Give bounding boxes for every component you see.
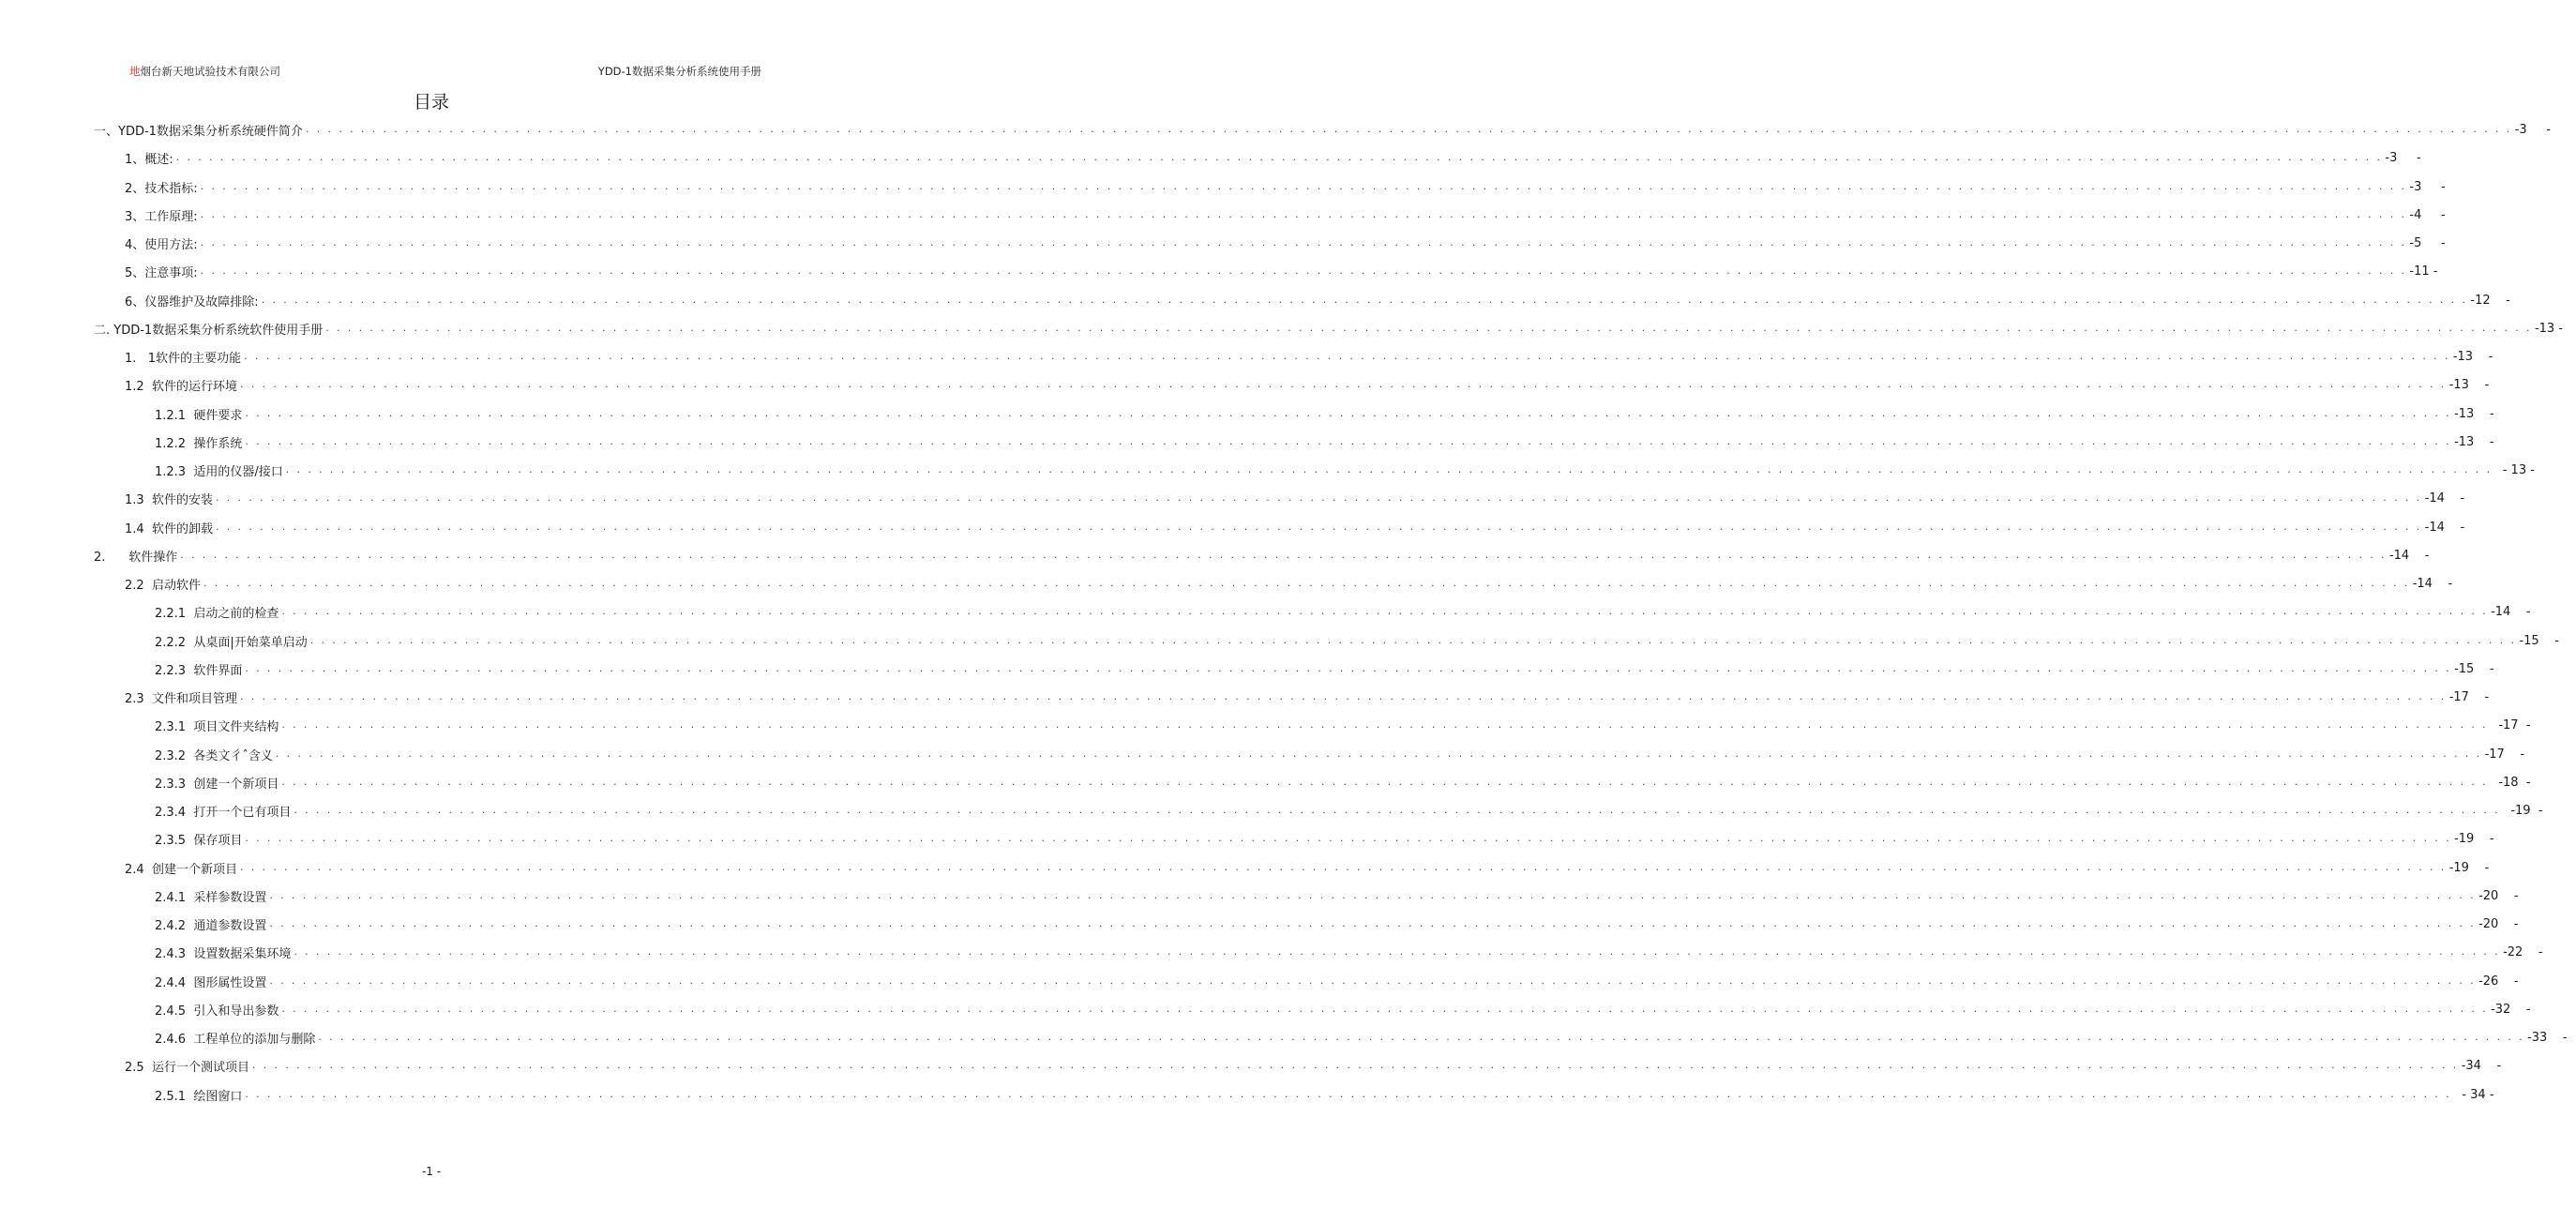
toc-entry[interactable] bbox=[155, 772, 2531, 793]
toc-leader-dots: . . . . . . . . . . . . . . . . . . . . . . . . . . . . . . . . . . . . . . . . . . . . . . . . . . . . . . . . . . . . . . . . . . . . . . . . . . . . . . . . . . . . . . . . . . . . . . . . . . . . . . . . . . . . . . . . . . . . . . . . . . . . . . . . . . . . . . . . . . . . . . . . . . . . . . . . . . . . . . . . . . . . . . . . . . . . . . . . . . . . . . . . . . . . . . . . . . . . . . . . bbox=[239, 861, 2447, 873]
toc-entry-page: -14 - bbox=[2412, 576, 2453, 591]
manual-header: YDD-1数据采集分析系统使用手册 bbox=[597, 65, 761, 78]
toc-entry-label: 2.4.2 通道参数设置 bbox=[155, 918, 267, 933]
toc-entry-page: - 34 - bbox=[2454, 1087, 2494, 1102]
toc-entry-page: -13 - bbox=[2454, 434, 2494, 449]
toc-entry-page: -14 - bbox=[2424, 491, 2465, 506]
toc-entry-page: -19 - bbox=[2448, 860, 2490, 875]
toc-entry-label: 2.3.4 打开一个已有项目 bbox=[155, 805, 292, 820]
toc-entry-page: -17 - bbox=[2448, 689, 2490, 704]
page-title: 目录 bbox=[413, 92, 449, 113]
toc-leader-dots: . . . . . . . . . . . . . . . . . . . . . . . . . . . . . . . . . . . . . . . . . . . . . . . . . . . . . . . . . . . . . . . . . . . . . . . . . . . . . . . . . . . . . . . . . . . . . . . . . . . . . . . . . . . . . . . . . . . . . . . . . . . . . . . . . . . . . . . . . . . . . . . . . . . . . . . . . . . . . . . . . . . . . . . . . . . . . . . . . . . . . . . . . . . . . . . . . . . . . . . . bbox=[245, 435, 2452, 447]
toc-entry[interactable] bbox=[125, 233, 2446, 253]
toc-leader-dots: . . . . . . . . . . . . . . . . . . . . . . . . . . . . . . . . . . . . . . . . . . . . . . . . . . . . . . . . . . . . . . . . . . . . . . . . . . . . . . . . . . . . . . . . . . . . . . . . . . . . . . . . . . . . . . . . . . . . . . . . . . . . . . . . . . . . . . . . . . . . . . . . . . . . . . . . . . . . . . . . . . . . . . . . . . . . . . . . . . . . . . . . . . . . . . . . . . . . . . . . bbox=[245, 662, 2452, 674]
toc-entry-label: 2.3.3 创建一个新项目 bbox=[155, 777, 279, 792]
toc-entry-page: -14 - bbox=[2388, 548, 2430, 563]
toc-entry-page: -19 - bbox=[2503, 803, 2543, 818]
toc-entry-label: 1.4 软件的卸载 bbox=[125, 521, 213, 536]
toc-entry-label: 5、注意事项: bbox=[125, 265, 198, 280]
toc-entry[interactable] bbox=[94, 119, 2551, 140]
toc-entry-label: 2.4.3 设置数据采集环境 bbox=[155, 946, 292, 961]
toc-entry-label: 1.2.3 适用的仪器/接口 bbox=[155, 464, 283, 479]
toc-entry-label: 2.4.5 引入和导出参数 bbox=[155, 1004, 279, 1019]
toc-entry-label: 二. YDD-1数据采集分析系统软件使用手册 bbox=[94, 323, 324, 338]
toc-leader-dots: . . . . . . . . . . . . . . . . . . . . . . . . . . . . . . . . . . . . . . . . . . . . . . . . . . . . . . . . . . . . . . . . . . . . . . . . . . . . . . . . . . . . . . . . . . . . . . . . . . . . . . . . . . . . . . . . . . . . . . . . . . . . . . . . . . . . . . . . . . . . . . . . . . . . . . . . . . . . . . . . . . . . . . . . . . . . . . . . . . . . . . . . . . . . . . . . . . . . . . . . bbox=[200, 236, 2407, 249]
toc-entry[interactable] bbox=[155, 431, 2494, 452]
toc-leader-dots: . . . . . . . . . . . . . . . . . . . . . . . . . . . . . . . . . . . . . . . . . . . . . . . . . . . . . . . . . . . . . . . . . . . . . . . . . . . . . . . . . . . . . . . . . . . . . . . . . . . . . . . . . . . . . . . . . . . . . . . . . . . . . . . . . . . . . . . . . . . . . . . . . . . . . . . . . . . . . . . . . . . . . . . . . . . . . . . . . . . . . . . . . . . . . . . . . . . . . . . . bbox=[269, 974, 2477, 987]
toc-entry-label: 4、使用方法: bbox=[125, 237, 198, 252]
toc-entry-page: -22 - bbox=[2503, 944, 2543, 959]
toc-entry-label: 2.4.1 采样参数设置 bbox=[155, 890, 267, 905]
toc-entry[interactable] bbox=[94, 318, 2563, 339]
toc-entry-page: -15 - bbox=[2519, 633, 2559, 648]
toc-leader-dots: . . . . . . . . . . . . . . . . . . . . . . . . . . . . . . . . . . . . . . . . . . . . . . . . . . . . . . . . . . . . . . . . . . . . . . . . . . . . . . . . . . . . . . . . . . . . . . . . . . . . . . . . . . . . . . . . . . . . . . . . . . . . . . . . . . . . . . . . . . . . . . . . . . . . . . . . . . . . . . . . . . . . . . . . . . . . . . . . . . . . . . . . . . . . . . . . . . . . . . . . bbox=[180, 549, 2387, 561]
toc-entry[interactable] bbox=[125, 204, 2446, 225]
toc-entry[interactable] bbox=[155, 1027, 2568, 1048]
toc-entry[interactable] bbox=[155, 999, 2531, 1019]
toc-leader-dots: . . . . . . . . . . . . . . . . . . . . . . . . . . . . . . . . . . . . . . . . . . . . . . . . . . . . . . . . . . . . . . . . . . . . . . . . . . . . . . . . . . . . . . . . . . . . . . . . . . . . . . . . . . . . . . . . . . . . . . . . . . . . . . . . . . . . . . . . . . . . . . . . . . . . . . . . . . . . . . . . . . . . . . . . . . . . . . . . . . . . . . . . . . . . . . . . . . . . . . . . bbox=[281, 718, 2489, 731]
toc-entry[interactable] bbox=[155, 885, 2519, 906]
toc-entry-page: -5 - bbox=[2409, 235, 2446, 250]
toc-entry-label: 2.3.2 各类文彳ˆ含义 bbox=[155, 748, 273, 763]
toc-leader-dots: . . . . . . . . . . . . . . . . . . . . . . . . . . . . . . . . . . . . . . . . . . . . . . . . . . . . . . . . . . . . . . . . . . . . . . . . . . . . . . . . . . . . . . . . . . . . . . . . . . . . . . . . . . . . . . . . . . . . . . . . . . . . . . . . . . . . . . . . . . . . . . . . . . . . . . . . . . . . . . . . . . . . . . . . . . . . . . . . . . . . . . . . . . . . . . . . . . . . . . . . bbox=[269, 889, 2477, 901]
toc-entry-label: 2.2.1 启动之前的检查 bbox=[155, 606, 279, 621]
toc-leader-dots: . . . . . . . . . . . . . . . . . . . . . . . . . . . . . . . . . . . . . . . . . . . . . . . . . . . . . . . . . . . . . . . . . . . . . . . . . . . . . . . . . . . . . . . . . . . . . . . . . . . . . . . . . . . . . . . . . . . . . . . . . . . . . . . . . . . . . . . . . . . . . . . . . . . . . . . . . . . . . . . . . . . . . . . . . . . . . . . . . . . . . . . . . . . . . . . . . . . . . . . . bbox=[203, 577, 2410, 589]
toc-entry-page: -17 - bbox=[2491, 717, 2531, 732]
toc-entry[interactable] bbox=[155, 658, 2494, 679]
toc-entry-label: 2. 软件操作 bbox=[94, 550, 178, 565]
toc-entry[interactable] bbox=[125, 488, 2465, 508]
toc-entry-page: -26 - bbox=[2478, 974, 2519, 989]
company-header-accent: 地 bbox=[129, 65, 141, 78]
toc-entry-label: 2.4.4 图形属性设置 bbox=[155, 975, 267, 990]
toc-entry[interactable] bbox=[155, 601, 2531, 622]
toc-entry-label: 3、工作原理: bbox=[125, 209, 198, 224]
toc-entry[interactable] bbox=[155, 630, 2559, 651]
page-number: -1 - bbox=[421, 1165, 442, 1178]
toc-leader-dots: . . . . . . . . . . . . . . . . . . . . . . . . . . . . . . . . . . . . . . . . . . . . . . . . . . . . . . . . . . . . . . . . . . . . . . . . . . . . . . . . . . . . . . . . . . . . . . . . . . . . . . . . . . . . . . . . . . . . . . . . . . . . . . . . . . . . . . . . . . . . . . . . . . . . . . . . . . . . . . . . . . . . . . . . . . . . . . . . . . . . . . . . . . . . . . . . . . . . . . . . bbox=[244, 350, 2450, 362]
toc-leader-dots: . . . . . . . . . . . . . . . . . . . . . . . . . . . . . . . . . . . . . . . . . . . . . . . . . . . . . . . . . . . . . . . . . . . . . . . . . . . . . . . . . . . . . . . . . . . . . . . . . . . . . . . . . . . . . . . . . . . . . . . . . . . . . . . . . . . . . . . . . . . . . . . . . . . . . . . . . . . . . . . . . . . . . . . . . . . . . . . . . . . . . . . . . . . . . . . . . . . . . . . . bbox=[200, 264, 2407, 277]
toc-entry-label: 2.3.5 保存项目 bbox=[155, 833, 243, 848]
toc-leader-dots: . . . . . . . . . . . . . . . . . . . . . . . . . . . . . . . . . . . . . . . . . . . . . . . . . . . . . . . . . . . . . . . . . . . . . . . . . . . . . . . . . . . . . . . . . . . . . . . . . . . . . . . . . . . . . . . . . . . . . . . . . . . . . . . . . . . . . . . . . . . . . . . . . . . . . . . . . . . . . . . . . . . . . . . . . . . . . . . . . . . . . . . . . . . . . . . . . . . . . . . . bbox=[305, 123, 2512, 135]
toc-leader-dots: . . . . . . . . . . . . . . . . . . . . . . . . . . . . . . . . . . . . . . . . . . . . . . . . . . . . . . . . . . . . . . . . . . . . . . . . . . . . . . . . . . . . . . . . . . . . . . . . . . . . . . . . . . . . . . . . . . . . . . . . . . . . . . . . . . . . . . . . . . . . . . . . . . . . . . . . . . . . . . . . . . . . . . . . . . . . . . . . . . . . . . . . . . . . . . . . . . . . . . . . bbox=[269, 917, 2477, 929]
company-header bbox=[129, 64, 280, 79]
toc-entry-label: 1.2.1 硬件要求 bbox=[155, 408, 243, 423]
toc-entry-page: - 13 - bbox=[2494, 462, 2535, 477]
toc-leader-dots: . . . . . . . . . . . . . . . . . . . . . . . . . . . . . . . . . . . . . . . . . . . . . . . . . . . . . . . . . . . . . . . . . . . . . . . . . . . . . . . . . . . . . . . . . . . . . . . . . . . . . . . . . . . . . . . . . . . . . . . . . . . . . . . . . . . . . . . . . . . . . . . . . . . . . . . . . . . . . . . . . . . . . . . . . . . . . . . . . . . . . . . . . . . . . . . . . . . . . . . . bbox=[275, 747, 2482, 760]
toc-leader-dots: . . . . . . . . . . . . . . . . . . . . . . . . . . . . . . . . . . . . . . . . . . . . . . . . . . . . . . . . . . . . . . . . . . . . . . . . . . . . . . . . . . . . . . . . . . . . . . . . . . . . . . . . . . . . . . . . . . . . . . . . . . . . . . . . . . . . . . . . . . . . . . . . . . . . . . . . . . . . . . . . . . . . . . . . . . . . . . . . . . . . . . . . . . . . . . . . . . . . . . . . bbox=[200, 208, 2407, 220]
toc-entry[interactable] bbox=[155, 460, 2535, 480]
toc-entry-label: 2.3 文件和项目管理 bbox=[125, 691, 237, 706]
toc-entry-label: 2.2.3 软件界面 bbox=[155, 663, 243, 678]
toc-leader-dots: . . . . . . . . . . . . . . . . . . . . . . . . . . . . . . . . . . . . . . . . . . . . . . . . . . . . . . . . . . . . . . . . . . . . . . . . . . . . . . . . . . . . . . . . . . . . . . . . . . . . . . . . . . . . . . . . . . . . . . . . . . . . . . . . . . . . . . . . . . . . . . . . . . . . . . . . . . . . . . . . . . . . . . . . . . . . . . . . . . . . . . . . . . . . . . . . . . . . . . . . bbox=[285, 463, 2493, 476]
toc-entry-page: -20 - bbox=[2478, 916, 2519, 931]
toc-entry-page: -14 - bbox=[2424, 520, 2465, 535]
toc-entry[interactable] bbox=[125, 290, 2510, 310]
toc-entry[interactable] bbox=[155, 828, 2494, 849]
toc-entry-label: 2.2.2 从桌面|开始菜单启动 bbox=[155, 635, 308, 650]
toc-entry-label: 一、YDD-1数据采集分析系统硬件简介 bbox=[94, 124, 303, 139]
toc-entry[interactable] bbox=[94, 545, 2430, 566]
toc-leader-dots: . . . . . . . . . . . . . . . . . . . . . . . . . . . . . . . . . . . . . . . . . . . . . . . . . . . . . . . . . . . . . . . . . . . . . . . . . . . . . . . . . . . . . . . . . . . . . . . . . . . . . . . . . . . . . . . . . . . . . . . . . . . . . . . . . . . . . . . . . . . . . . . . . . . . . . . . . . . . . . . . . . . . . . . . . . . . . . . . . . . . . . . . . . . . . . . . . . . . . . . . bbox=[239, 378, 2447, 390]
toc-entry-page: -18 - bbox=[2491, 775, 2531, 790]
toc-entry[interactable] bbox=[155, 1084, 2494, 1105]
toc-leader-dots: . . . . . . . . . . . . . . . . . . . . . . . . . . . . . . . . . . . . . . . . . . . . . . . . . . . . . . . . . . . . . . . . . . . . . . . . . . . . . . . . . . . . . . . . . . . . . . . . . . . . . . . . . . . . . . . . . . . . . . . . . . . . . . . . . . . . . . . . . . . . . . . . . . . . . . . . . . . . . . . . . . . . . . . . . . . . . . . . . . . . . . . . . . . . . . . . . . . . . . . . bbox=[294, 945, 2501, 958]
toc-leader-dots: . . . . . . . . . . . . . . . . . . . . . . . . . . . . . . . . . . . . . . . . . . . . . . . . . . . . . . . . . . . . . . . . . . . . . . . . . . . . . . . . . . . . . . . . . . . . . . . . . . . . . . . . . . . . . . . . . . . . . . . . . . . . . . . . . . . . . . . . . . . . . . . . . . . . . . . . . . . . . . . . . . . . . . . . . . . . . . . . . . . . . . . . . . . . . . . . . . . . . . . . bbox=[245, 1088, 2452, 1100]
toc-entry-page: -14 - bbox=[2491, 604, 2531, 619]
toc-entry-label: 2.4 创建一个新项目 bbox=[125, 862, 237, 877]
toc-leader-dots: . . . . . . . . . . . . . . . . . . . . . . . . . . . . . . . . . . . . . . . . . . . . . . . . . . . . . . . . . . . . . . . . . . . . . . . . . . . . . . . . . . . . . . . . . . . . . . . . . . . . . . . . . . . . . . . . . . . . . . . . . . . . . . . . . . . . . . . . . . . . . . . . . . . . . . . . . . . . . . . . . . . . . . . . . . . . . . . . . . . . . . . . . . . . . . . . . . . . . . . . bbox=[215, 521, 2422, 533]
toc-entry[interactable] bbox=[125, 176, 2446, 197]
toc-entry-label: 6、仪器维护及故障排除: bbox=[125, 294, 259, 310]
toc-leader-dots: . . . . . . . . . . . . . . . . . . . . . . . . . . . . . . . . . . . . . . . . . . . . . . . . . . . . . . . . . . . . . . . . . . . . . . . . . . . . . . . . . . . . . . . . . . . . . . . . . . . . . . . . . . . . . . . . . . . . . . . . . . . . . . . . . . . . . . . . . . . . . . . . . . . . . . . . . . . . . . . . . . . . . . . . . . . . . . . . . . . . . . . . . . . . . . . . . . . . . . . . bbox=[294, 804, 2501, 816]
toc-entry-label: 1、概述: bbox=[125, 152, 173, 167]
toc-entry-label: 1. 1软件的主要功能 bbox=[125, 351, 242, 366]
toc-entry-label: 2、技术指标: bbox=[125, 181, 198, 196]
toc-entry-page: -3 - bbox=[2409, 179, 2446, 194]
toc-entry-label: 2.5.1 绘图窗口 bbox=[155, 1089, 243, 1104]
company-header-text: 烟台新天地试验技术有限公司 bbox=[140, 65, 280, 78]
toc-leader-dots: . . . . . . . . . . . . . . . . . . . . . . . . . . . . . . . . . . . . . . . . . . . . . . . . . . . . . . . . . . . . . . . . . . . . . . . . . . . . . . . . . . . . . . . . . . . . . . . . . . . . . . . . . . . . . . . . . . . . . . . . . . . . . . . . . . . . . . . . . . . . . . . . . . . . . . . . . . . . . . . . . . . . . . . . . . . . . . . . . . . . . . . . . . . . . . . . . . . . . . . . bbox=[215, 491, 2422, 504]
toc-entry[interactable] bbox=[125, 517, 2465, 537]
toc-entry-page: -34 - bbox=[2461, 1058, 2502, 1073]
toc-entry-label: 1.2.2 操作系统 bbox=[155, 436, 243, 451]
toc-leader-dots: . . . . . . . . . . . . . . . . . . . . . . . . . . . . . . . . . . . . . . . . . . . . . . . . . . . . . . . . . . . . . . . . . . . . . . . . . . . . . . . . . . . . . . . . . . . . . . . . . . . . . . . . . . . . . . . . . . . . . . . . . . . . . . . . . . . . . . . . . . . . . . . . . . . . . . . . . . . . . . . . . . . . . . . . . . . . . . . . . . . . . . . . . . . . . . . . . . . . . . . . bbox=[281, 776, 2489, 788]
toc-leader-dots: . . . . . . . . . . . . . . . . . . . . . . . . . . . . . . . . . . . . . . . . . . . . . . . . . . . . . . . . . . . . . . . . . . . . . . . . . . . . . . . . . . . . . . . . . . . . . . . . . . . . . . . . . . . . . . . . . . . . . . . . . . . . . . . . . . . . . . . . . . . . . . . . . . . . . . . . . . . . . . . . . . . . . . . . . . . . . . . . . . . . . . . . . . . . . . . . . . . . . . . . bbox=[251, 1059, 2459, 1071]
toc-entry-label: 2.4.6 工程单位的添加与删除 bbox=[155, 1032, 316, 1047]
toc-entry-page: -19 - bbox=[2454, 831, 2494, 846]
toc-entry[interactable] bbox=[155, 942, 2543, 962]
toc-entry[interactable] bbox=[155, 744, 2525, 764]
toc-entry-page: -15 - bbox=[2454, 661, 2494, 676]
toc-entry-page: -32 - bbox=[2491, 1002, 2531, 1017]
toc-entry-page: -3 - bbox=[2385, 150, 2421, 165]
toc-leader-dots: . . . . . . . . . . . . . . . . . . . . . . . . . . . . . . . . . . . . . . . . . . . . . . . . . . . . . . . . . . . . . . . . . . . . . . . . . . . . . . . . . . . . . . . . . . . . . . . . . . . . . . . . . . . . . . . . . . . . . . . . . . . . . . . . . . . . . . . . . . . . . . . . . . . . . . . . . . . . . . . . . . . . . . . . . . . . . . . . . . . . . . . . . . . . . . . . . . . . . . . . bbox=[245, 407, 2452, 419]
toc-entry[interactable] bbox=[155, 800, 2543, 821]
toc-entry-page: -17 - bbox=[2484, 747, 2525, 762]
toc-entry-page: -3 - bbox=[2514, 122, 2551, 137]
toc-entry-label: 2.2 启动软件 bbox=[125, 578, 201, 593]
toc-entry[interactable] bbox=[155, 715, 2531, 735]
toc-entry-page: -12 - bbox=[2470, 293, 2510, 308]
toc-entry[interactable] bbox=[125, 147, 2421, 168]
toc-entry-page: -4 - bbox=[2409, 207, 2446, 222]
toc-entry-page: -13 - bbox=[2448, 377, 2490, 392]
toc-leader-dots: . . . . . . . . . . . . . . . . . . . . . . . . . . . . . . . . . . . . . . . . . . . . . . . . . . . . . . . . . . . . . . . . . . . . . . . . . . . . . . . . . . . . . . . . . . . . . . . . . . . . . . . . . . . . . . . . . . . . . . . . . . . . . . . . . . . . . . . . . . . . . . . . . . . . . . . . . . . . . . . . . . . . . . . . . . . . . . . . . . . . . . . . . . . . . . . . . . . . . . . . bbox=[239, 690, 2447, 702]
toc-entry-page: -11 - bbox=[2409, 264, 2438, 279]
toc-entry-label: 1.3 软件的安装 bbox=[125, 492, 213, 507]
toc-entry-label: 2.5 运行一个测试项目 bbox=[125, 1060, 249, 1075]
toc-leader-dots: . . . . . . . . . . . . . . . . . . . . . . . . . . . . . . . . . . . . . . . . . . . . . . . . . . . . . . . . . . . . . . . . . . . . . . . . . . . . . . . . . . . . . . . . . . . . . . . . . . . . . . . . . . . . . . . . . . . . . . . . . . . . . . . . . . . . . . . . . . . . . . . . . . . . . . . . . . . . . . . . . . . . . . . . . . . . . . . . . . . . . . . . . . . . . . . . . . . . . . . . bbox=[325, 322, 2532, 334]
toc-entry-page: -20 - bbox=[2478, 888, 2519, 903]
toc-leader-dots: . . . . . . . . . . . . . . . . . . . . . . . . . . . . . . . . . . . . . . . . . . . . . . . . . . . . . . . . . . . . . . . . . . . . . . . . . . . . . . . . . . . . . . . . . . . . . . . . . . . . . . . . . . . . . . . . . . . . . . . . . . . . . . . . . . . . . . . . . . . . . . . . . . . . . . . . . . . . . . . . . . . . . . . . . . . . . . . . . . . . . . . . . . . . . . . . . . . . . . . . bbox=[318, 1031, 2525, 1043]
toc-leader-dots: . . . . . . . . . . . . . . . . . . . . . . . . . . . . . . . . . . . . . . . . . . . . . . . . . . . . . . . . . . . . . . . . . . . . . . . . . . . . . . . . . . . . . . . . . . . . . . . . . . . . . . . . . . . . . . . . . . . . . . . . . . . . . . . . . . . . . . . . . . . . . . . . . . . . . . . . . . . . . . . . . . . . . . . . . . . . . . . . . . . . . . . . . . . . . . . . . . . . . . . . bbox=[245, 832, 2452, 844]
toc-entry[interactable] bbox=[125, 857, 2490, 878]
toc-entry[interactable] bbox=[155, 913, 2519, 934]
toc-entry[interactable] bbox=[125, 687, 2490, 707]
toc-leader-dots: . . . . . . . . . . . . . . . . . . . . . . . . . . . . . . . . . . . . . . . . . . . . . . . . . . . . . . . . . . . . . . . . . . . . . . . . . . . . . . . . . . . . . . . . . . . . . . . . . . . . . . . . . . . . . . . . . . . . . . . . . . . . . . . . . . . . . . . . . . . . . . . . . . . . . . . . . . . . . . . . . . . . . . . . . . . . . . . . . . . . . . . . . . . . . . . . . . . . . . . . bbox=[261, 294, 2468, 306]
toc-entry[interactable] bbox=[125, 261, 2438, 281]
toc-leader-dots: . . . . . . . . . . . . . . . . . . . . . . . . . . . . . . . . . . . . . . . . . . . . . . . . . . . . . . . . . . . . . . . . . . . . . . . . . . . . . . . . . . . . . . . . . . . . . . . . . . . . . . . . . . . . . . . . . . . . . . . . . . . . . . . . . . . . . . . . . . . . . . . . . . . . . . . . . . . . . . . . . . . . . . . . . . . . . . . . . . . . . . . . . . . . . . . . . . . . . . . . bbox=[281, 1003, 2489, 1015]
toc-leader-dots: . . . . . . . . . . . . . . . . . . . . . . . . . . . . . . . . . . . . . . . . . . . . . . . . . . . . . . . . . . . . . . . . . . . . . . . . . . . . . . . . . . . . . . . . . . . . . . . . . . . . . . . . . . . . . . . . . . . . . . . . . . . . . . . . . . . . . . . . . . . . . . . . . . . . . . . . . . . . . . . . . . . . . . . . . . . . . . . . . . . . . . . . . . . . . . . . . . . . . . . . bbox=[175, 151, 2383, 163]
toc-entry-page: -13 - bbox=[2454, 406, 2494, 421]
toc-entry-page: -33 - bbox=[2527, 1030, 2568, 1045]
toc-entry[interactable] bbox=[125, 1055, 2502, 1076]
toc-leader-dots: . . . . . . . . . . . . . . . . . . . . . . . . . . . . . . . . . . . . . . . . . . . . . . . . . . . . . . . . . . . . . . . . . . . . . . . . . . . . . . . . . . . . . . . . . . . . . . . . . . . . . . . . . . . . . . . . . . . . . . . . . . . . . . . . . . . . . . . . . . . . . . . . . . . . . . . . . . . . . . . . . . . . . . . . . . . . . . . . . . . . . . . . . . . . . . . . . . . . . . . . bbox=[200, 180, 2407, 192]
toc-entry-page: -13 - bbox=[2452, 349, 2493, 364]
toc-entry[interactable] bbox=[155, 971, 2519, 991]
toc-leader-dots: . . . . . . . . . . . . . . . . . . . . . . . . . . . . . . . . . . . . . . . . . . . . . . . . . . . . . . . . . . . . . . . . . . . . . . . . . . . . . . . . . . . . . . . . . . . . . . . . . . . . . . . . . . . . . . . . . . . . . . . . . . . . . . . . . . . . . . . . . . . . . . . . . . . . . . . . . . . . . . . . . . . . . . . . . . . . . . . . . . . . . . . . . . . . . . . . . . . . . . . . bbox=[309, 634, 2517, 646]
toc-leader-dots: . . . . . . . . . . . . . . . . . . . . . . . . . . . . . . . . . . . . . . . . . . . . . . . . . . . . . . . . . . . . . . . . . . . . . . . . . . . . . . . . . . . . . . . . . . . . . . . . . . . . . . . . . . . . . . . . . . . . . . . . . . . . . . . . . . . . . . . . . . . . . . . . . . . . . . . . . . . . . . . . . . . . . . . . . . . . . . . . . . . . . . . . . . . . . . . . . . . . . . . . bbox=[281, 605, 2489, 617]
toc-entry-page: -13 - bbox=[2534, 321, 2563, 336]
toc-entry[interactable] bbox=[125, 573, 2453, 594]
toc-entry[interactable] bbox=[155, 403, 2494, 424]
toc-entry-label: 1.2 软件的运行环境 bbox=[125, 379, 237, 394]
toc-entry[interactable] bbox=[125, 346, 2493, 367]
toc-entry-label: 2.3.1 项目文件夹结构 bbox=[155, 719, 279, 734]
toc-entry[interactable] bbox=[125, 374, 2490, 395]
